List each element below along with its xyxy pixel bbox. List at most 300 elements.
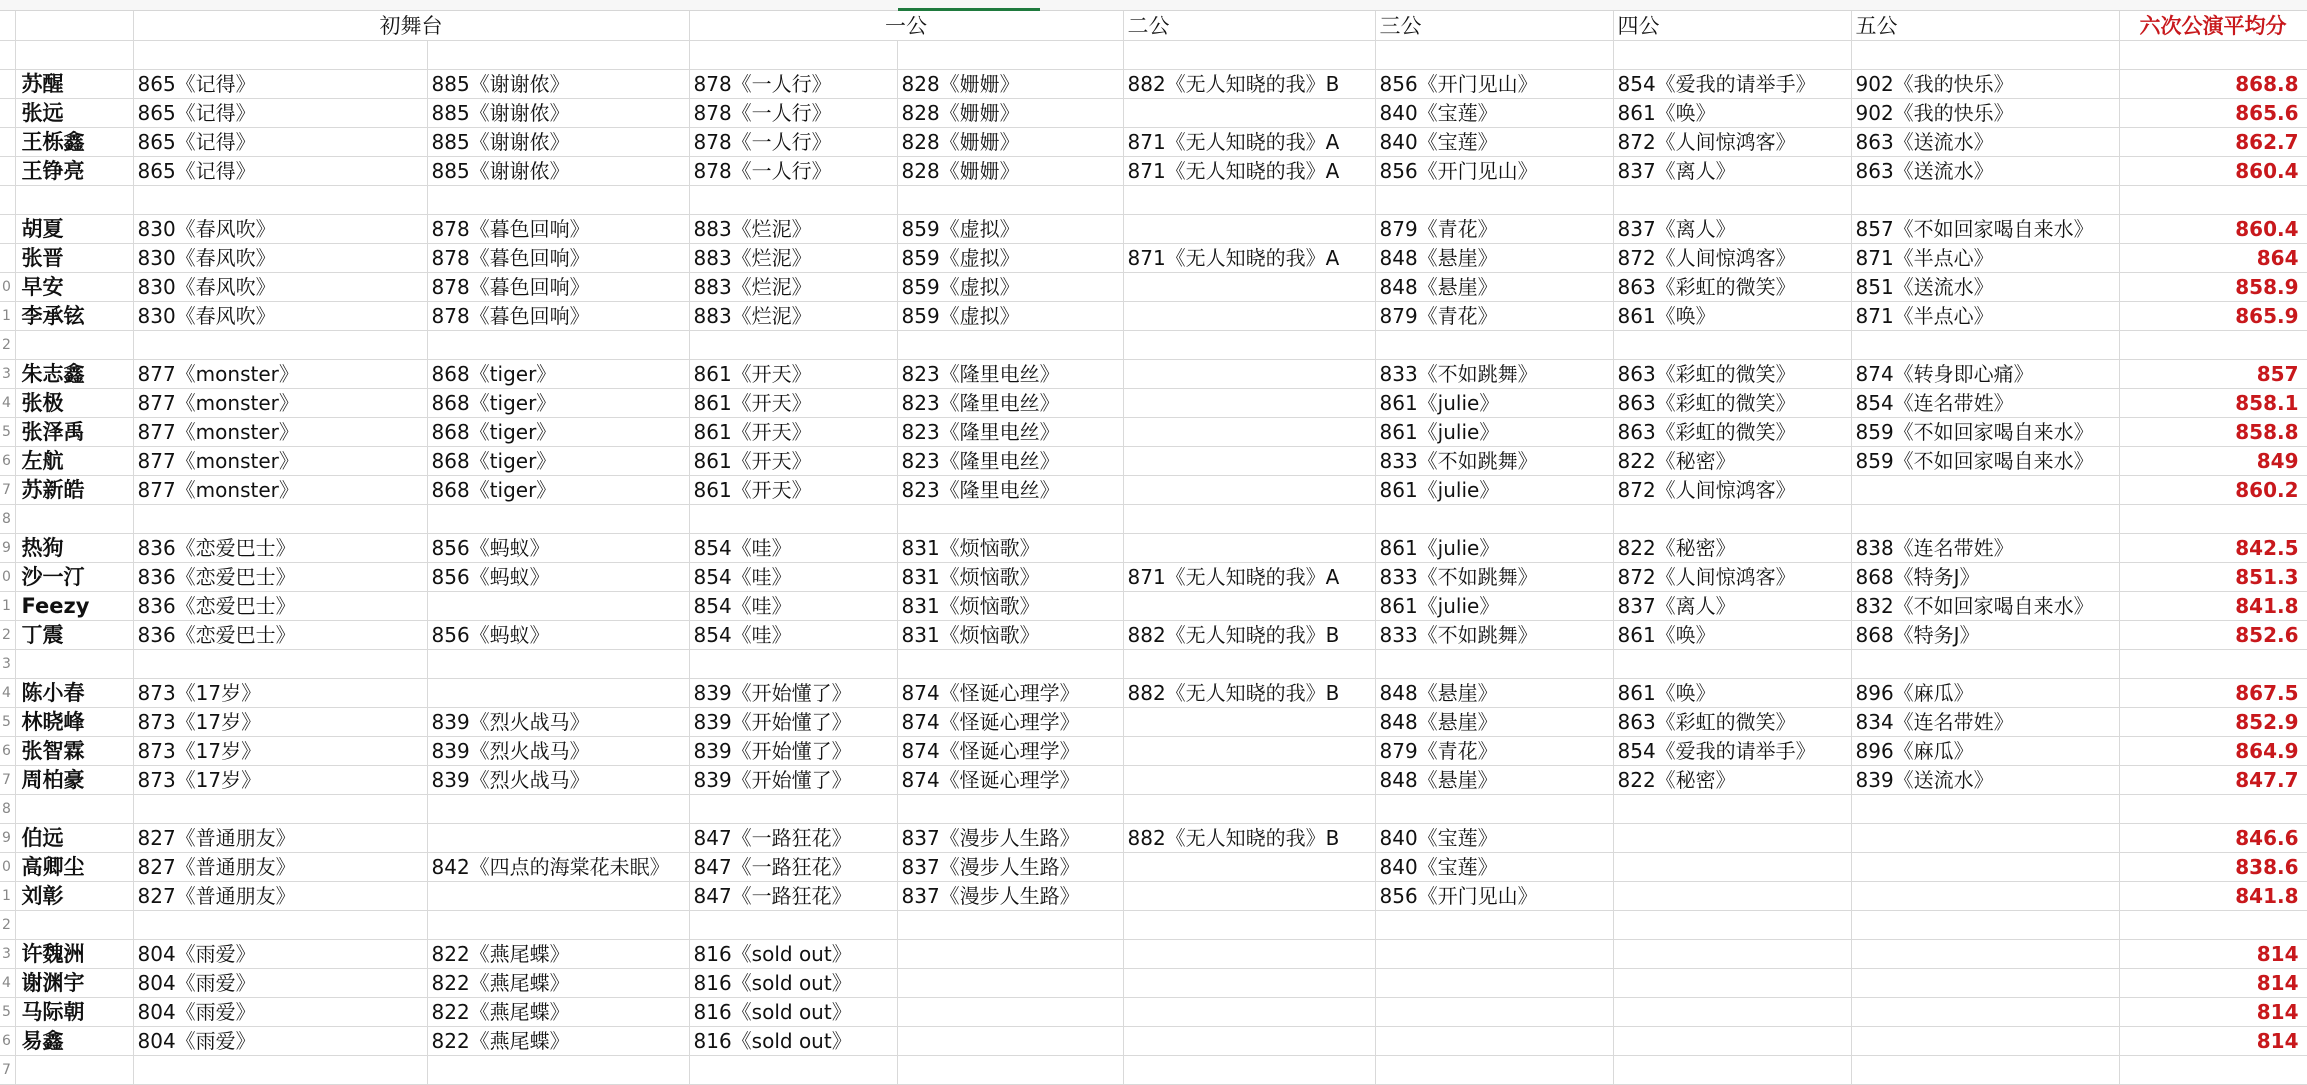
round-2-song-b-cell[interactable]	[1123, 592, 1375, 621]
average-score-cell[interactable]	[2119, 186, 2307, 215]
name-cell[interactable]: 张极	[15, 389, 133, 418]
debut-song-cell[interactable]: 873《17岁》	[133, 679, 427, 708]
round-3-song-cell[interactable]	[1375, 505, 1613, 534]
round-2-song-cell[interactable]: 828《姗姗》	[897, 70, 1123, 99]
average-score-cell[interactable]	[2119, 1056, 2307, 1085]
round-1-song-cell[interactable]: 839《开始懂了》	[689, 679, 897, 708]
round-3-song-cell[interactable]: 861《julie》	[1375, 418, 1613, 447]
round-1-song-cell[interactable]	[689, 1056, 897, 1085]
round-1-song-cell[interactable]: 883《烂泥》	[689, 215, 897, 244]
average-score-cell[interactable]: 857	[2119, 360, 2307, 389]
round-1-song-cell[interactable]	[689, 331, 897, 360]
header-debut-stage[interactable]: 初舞台	[133, 11, 689, 41]
debut-song-cell[interactable]: 830《春风吹》	[133, 302, 427, 331]
header-name-cell[interactable]	[15, 11, 133, 41]
round-5-song-cell[interactable]: 854《连名带姓》	[1851, 389, 2119, 418]
round-2-song-cell[interactable]	[897, 969, 1123, 998]
round-4-song-cell[interactable]: 863《彩虹的微笑》	[1613, 273, 1851, 302]
round-2-song-cell[interactable]: 831《烦恼歌》	[897, 621, 1123, 650]
row-number[interactable]: 1	[0, 302, 15, 331]
average-score-cell[interactable]: 841.8	[2119, 882, 2307, 911]
header-round-5[interactable]: 五公	[1851, 11, 2119, 41]
name-cell[interactable]	[15, 795, 133, 824]
round-2-song-b-cell[interactable]	[1123, 737, 1375, 766]
round-1-song-cell[interactable]: 861《开天》	[689, 476, 897, 505]
round-2-song-b-cell[interactable]	[1123, 331, 1375, 360]
round-5-song-cell[interactable]	[1851, 186, 2119, 215]
debut-song-2-cell[interactable]	[427, 882, 689, 911]
round-1-song-cell[interactable]	[689, 505, 897, 534]
round-3-song-cell[interactable]	[1375, 41, 1613, 70]
round-5-song-cell[interactable]: 832《不如回家喝自来水》	[1851, 592, 2119, 621]
header-round-2[interactable]: 二公	[1123, 11, 1375, 41]
round-5-song-cell[interactable]	[1851, 1056, 2119, 1085]
round-2-song-b-cell[interactable]	[1123, 882, 1375, 911]
name-cell[interactable]: 张远	[15, 99, 133, 128]
round-3-song-cell[interactable]	[1375, 911, 1613, 940]
debut-song-cell[interactable]: 836《恋爱巴士》	[133, 592, 427, 621]
round-4-song-cell[interactable]: 837《离人》	[1613, 215, 1851, 244]
average-score-cell[interactable]	[2119, 650, 2307, 679]
round-3-song-cell[interactable]: 856《开门见山》	[1375, 70, 1613, 99]
round-3-song-cell[interactable]: 833《不如跳舞》	[1375, 563, 1613, 592]
average-score-cell[interactable]: 860.4	[2119, 157, 2307, 186]
row-number[interactable]: 2	[0, 911, 15, 940]
debut-song-cell[interactable]: 827《普通朋友》	[133, 882, 427, 911]
round-3-song-cell[interactable]	[1375, 998, 1613, 1027]
round-2-song-b-cell[interactable]	[1123, 1056, 1375, 1085]
round-5-song-cell[interactable]	[1851, 331, 2119, 360]
row-number[interactable]	[0, 11, 15, 41]
round-2-song-b-cell[interactable]: 882《无人知晓的我》B	[1123, 679, 1375, 708]
round-5-song-cell[interactable]: 902《我的快乐》	[1851, 99, 2119, 128]
row-number[interactable]: 4	[0, 969, 15, 998]
round-4-song-cell[interactable]	[1613, 41, 1851, 70]
debut-song-2-cell[interactable]: 856《蚂蚁》	[427, 563, 689, 592]
debut-song-cell[interactable]	[133, 505, 427, 534]
round-2-song-cell[interactable]: 831《烦恼歌》	[897, 592, 1123, 621]
name-cell[interactable]: 刘彰	[15, 882, 133, 911]
round-3-song-cell[interactable]: 848《悬崖》	[1375, 679, 1613, 708]
average-score-cell[interactable]: 864.9	[2119, 737, 2307, 766]
debut-song-cell[interactable]: 804《雨爱》	[133, 1027, 427, 1056]
round-4-song-cell[interactable]: 822《秘密》	[1613, 766, 1851, 795]
round-3-song-cell[interactable]	[1375, 969, 1613, 998]
round-4-song-cell[interactable]: 863《彩虹的微笑》	[1613, 360, 1851, 389]
row-number[interactable]: 0	[0, 273, 15, 302]
round-2-song-b-cell[interactable]	[1123, 389, 1375, 418]
round-3-song-cell[interactable]	[1375, 186, 1613, 215]
round-1-song-cell[interactable]	[689, 795, 897, 824]
debut-song-2-cell[interactable]	[427, 824, 689, 853]
round-2-song-b-cell[interactable]: 882《无人知晓的我》B	[1123, 70, 1375, 99]
debut-song-2-cell[interactable]	[427, 505, 689, 534]
round-4-song-cell[interactable]	[1613, 853, 1851, 882]
debut-song-2-cell[interactable]: 822《燕尾蝶》	[427, 969, 689, 998]
average-score-cell[interactable]	[2119, 795, 2307, 824]
round-4-song-cell[interactable]	[1613, 882, 1851, 911]
row-number[interactable]: 4	[0, 679, 15, 708]
round-1-song-cell[interactable]: 878《一人行》	[689, 128, 897, 157]
round-2-song-b-cell[interactable]	[1123, 911, 1375, 940]
round-2-song-cell[interactable]: 837《漫步人生路》	[897, 882, 1123, 911]
round-2-song-cell[interactable]: 831《烦恼歌》	[897, 534, 1123, 563]
average-score-cell[interactable]: 867.5	[2119, 679, 2307, 708]
round-5-song-cell[interactable]	[1851, 650, 2119, 679]
header-round-1[interactable]: 一公	[689, 11, 1123, 41]
row-number[interactable]: 5	[0, 708, 15, 737]
round-1-song-cell[interactable]	[689, 41, 897, 70]
debut-song-2-cell[interactable]: 839《烈火战马》	[427, 737, 689, 766]
row-number[interactable]	[0, 70, 15, 99]
round-3-song-cell[interactable]: 840《宝莲》	[1375, 128, 1613, 157]
round-3-song-cell[interactable]: 833《不如跳舞》	[1375, 447, 1613, 476]
round-2-song-b-cell[interactable]	[1123, 795, 1375, 824]
debut-song-2-cell[interactable]: 878《暮色回响》	[427, 244, 689, 273]
name-cell[interactable]	[15, 1056, 133, 1085]
round-4-song-cell[interactable]	[1613, 505, 1851, 534]
debut-song-cell[interactable]: 804《雨爱》	[133, 940, 427, 969]
round-3-song-cell[interactable]: 861《julie》	[1375, 534, 1613, 563]
round-2-song-cell[interactable]	[897, 186, 1123, 215]
debut-song-cell[interactable]: 873《17岁》	[133, 708, 427, 737]
round-4-song-cell[interactable]	[1613, 940, 1851, 969]
name-cell[interactable]: 热狗	[15, 534, 133, 563]
name-cell[interactable]: 伯远	[15, 824, 133, 853]
debut-song-cell[interactable]: 827《普通朋友》	[133, 853, 427, 882]
round-4-song-cell[interactable]	[1613, 911, 1851, 940]
average-score-cell[interactable]	[2119, 331, 2307, 360]
header-average-score[interactable]: 六次公演平均分	[2119, 11, 2307, 41]
debut-song-cell[interactable]: 804《雨爱》	[133, 969, 427, 998]
round-1-song-cell[interactable]: 839《开始懂了》	[689, 737, 897, 766]
debut-song-cell[interactable]: 836《恋爱巴士》	[133, 563, 427, 592]
round-4-song-cell[interactable]	[1613, 969, 1851, 998]
round-4-song-cell[interactable]	[1613, 1056, 1851, 1085]
round-2-song-cell[interactable]: 874《怪诞心理学》	[897, 679, 1123, 708]
average-score-cell[interactable]: 842.5	[2119, 534, 2307, 563]
round-1-song-cell[interactable]: 861《开天》	[689, 418, 897, 447]
round-4-song-cell[interactable]: 863《彩虹的微笑》	[1613, 708, 1851, 737]
round-3-song-cell[interactable]	[1375, 795, 1613, 824]
round-3-song-cell[interactable]: 848《悬崖》	[1375, 244, 1613, 273]
name-cell[interactable]: 周柏豪	[15, 766, 133, 795]
name-cell[interactable]: 丁震	[15, 621, 133, 650]
debut-song-cell[interactable]	[133, 331, 427, 360]
round-1-song-cell[interactable]: 883《烂泥》	[689, 273, 897, 302]
round-3-song-cell[interactable]: 848《悬崖》	[1375, 273, 1613, 302]
debut-song-2-cell[interactable]: 878《暮色回响》	[427, 215, 689, 244]
row-number[interactable]	[0, 157, 15, 186]
name-cell[interactable]	[15, 186, 133, 215]
row-number[interactable]: 8	[0, 505, 15, 534]
debut-song-2-cell[interactable]: 868《tiger》	[427, 447, 689, 476]
round-3-song-cell[interactable]	[1375, 1056, 1613, 1085]
round-5-song-cell[interactable]: 871《半点心》	[1851, 244, 2119, 273]
round-3-song-cell[interactable]	[1375, 331, 1613, 360]
name-cell[interactable]: 苏醒	[15, 70, 133, 99]
round-1-song-cell[interactable]	[689, 186, 897, 215]
name-cell[interactable]: 陈小春	[15, 679, 133, 708]
round-4-song-cell[interactable]: 822《秘密》	[1613, 447, 1851, 476]
row-number[interactable]: 6	[0, 1027, 15, 1056]
row-number[interactable]: 7	[0, 476, 15, 505]
average-score-cell[interactable]	[2119, 505, 2307, 534]
debut-song-2-cell[interactable]	[427, 186, 689, 215]
debut-song-cell[interactable]	[133, 1056, 427, 1085]
debut-song-2-cell[interactable]: 856《蚂蚁》	[427, 534, 689, 563]
debut-song-2-cell[interactable]	[427, 41, 689, 70]
debut-song-cell[interactable]: 804《雨爱》	[133, 998, 427, 1027]
row-number[interactable]: 2	[0, 621, 15, 650]
debut-song-2-cell[interactable]: 868《tiger》	[427, 418, 689, 447]
name-cell[interactable]: 高卿尘	[15, 853, 133, 882]
debut-song-2-cell[interactable]: 868《tiger》	[427, 389, 689, 418]
round-2-song-b-cell[interactable]	[1123, 447, 1375, 476]
round-3-song-cell[interactable]: 856《开门见山》	[1375, 882, 1613, 911]
round-3-song-cell[interactable]: 856《开门见山》	[1375, 157, 1613, 186]
round-3-song-cell[interactable]: 861《julie》	[1375, 476, 1613, 505]
round-5-song-cell[interactable]: 859《不如回家喝自来水》	[1851, 447, 2119, 476]
round-1-song-cell[interactable]: 883《烂泥》	[689, 244, 897, 273]
round-2-song-cell[interactable]	[897, 940, 1123, 969]
round-4-song-cell[interactable]: 861《唤》	[1613, 621, 1851, 650]
debut-song-cell[interactable]: 830《春风吹》	[133, 244, 427, 273]
row-number[interactable]: 9	[0, 534, 15, 563]
debut-song-cell[interactable]: 873《17岁》	[133, 766, 427, 795]
name-cell[interactable]: 张智霖	[15, 737, 133, 766]
row-number[interactable]: 3	[0, 360, 15, 389]
debut-song-cell[interactable]	[133, 911, 427, 940]
average-score-cell[interactable]: 858.9	[2119, 273, 2307, 302]
average-score-cell[interactable]: 865.9	[2119, 302, 2307, 331]
average-score-cell[interactable]: 852.9	[2119, 708, 2307, 737]
row-number[interactable]: 7	[0, 766, 15, 795]
name-cell[interactable]: 林晓峰	[15, 708, 133, 737]
round-2-song-cell[interactable]	[897, 41, 1123, 70]
round-1-song-cell[interactable]: 854《哇》	[689, 592, 897, 621]
round-2-song-b-cell[interactable]	[1123, 708, 1375, 737]
round-4-song-cell[interactable]: 872《人间惊鸿客》	[1613, 128, 1851, 157]
round-2-song-cell[interactable]: 874《怪诞心理学》	[897, 766, 1123, 795]
round-4-song-cell[interactable]: 837《离人》	[1613, 592, 1851, 621]
debut-song-cell[interactable]	[133, 186, 427, 215]
round-4-song-cell[interactable]	[1613, 331, 1851, 360]
round-2-song-cell[interactable]: 837《漫步人生路》	[897, 853, 1123, 882]
name-cell[interactable]: 王栎鑫	[15, 128, 133, 157]
round-5-song-cell[interactable]	[1851, 824, 2119, 853]
round-4-song-cell[interactable]: 863《彩虹的微笑》	[1613, 418, 1851, 447]
row-number[interactable]	[0, 215, 15, 244]
average-score-cell[interactable]: 846.6	[2119, 824, 2307, 853]
round-3-song-cell[interactable]: 848《悬崖》	[1375, 766, 1613, 795]
debut-song-2-cell[interactable]	[427, 650, 689, 679]
round-3-song-cell[interactable]: 879《青花》	[1375, 302, 1613, 331]
round-1-song-cell[interactable]: 816《sold out》	[689, 1027, 897, 1056]
round-3-song-cell[interactable]: 879《青花》	[1375, 215, 1613, 244]
round-1-song-cell[interactable]: 816《sold out》	[689, 998, 897, 1027]
round-2-song-b-cell[interactable]	[1123, 186, 1375, 215]
round-5-song-cell[interactable]: 838《连名带姓》	[1851, 534, 2119, 563]
round-3-song-cell[interactable]: 833《不如跳舞》	[1375, 621, 1613, 650]
round-5-song-cell[interactable]: 896《麻瓜》	[1851, 679, 2119, 708]
round-1-song-cell[interactable]: 878《一人行》	[689, 99, 897, 128]
round-5-song-cell[interactable]	[1851, 998, 2119, 1027]
debut-song-2-cell[interactable]: 868《tiger》	[427, 476, 689, 505]
round-2-song-b-cell[interactable]	[1123, 99, 1375, 128]
name-cell[interactable]: 张泽禹	[15, 418, 133, 447]
round-1-song-cell[interactable]: 839《开始懂了》	[689, 708, 897, 737]
round-3-song-cell[interactable]: 848《悬崖》	[1375, 708, 1613, 737]
round-4-song-cell[interactable]	[1613, 186, 1851, 215]
average-score-cell[interactable]: 858.8	[2119, 418, 2307, 447]
round-4-song-cell[interactable]	[1613, 998, 1851, 1027]
debut-song-2-cell[interactable]: 885《谢谢侬》	[427, 99, 689, 128]
debut-song-cell[interactable]: 873《17岁》	[133, 737, 427, 766]
name-cell[interactable]	[15, 41, 133, 70]
debut-song-2-cell[interactable]: 885《谢谢侬》	[427, 128, 689, 157]
row-number[interactable]: 1	[0, 592, 15, 621]
round-1-song-cell[interactable]: 878《一人行》	[689, 157, 897, 186]
name-cell[interactable]	[15, 331, 133, 360]
debut-song-cell[interactable]: 865《记得》	[133, 99, 427, 128]
round-5-song-cell[interactable]: 874《转身即心痛》	[1851, 360, 2119, 389]
row-number[interactable]	[0, 244, 15, 273]
round-2-song-cell[interactable]: 828《姗姗》	[897, 128, 1123, 157]
debut-song-2-cell[interactable]	[427, 679, 689, 708]
row-number[interactable]: 3	[0, 650, 15, 679]
round-5-song-cell[interactable]: 857《不如回家喝自来水》	[1851, 215, 2119, 244]
round-5-song-cell[interactable]	[1851, 911, 2119, 940]
round-5-song-cell[interactable]: 859《不如回家喝自来水》	[1851, 418, 2119, 447]
debut-song-cell[interactable]	[133, 650, 427, 679]
row-number[interactable]: 5	[0, 998, 15, 1027]
debut-song-2-cell[interactable]	[427, 911, 689, 940]
average-score-cell[interactable]: 814	[2119, 998, 2307, 1027]
round-1-song-cell[interactable]: 847《一路狂花》	[689, 824, 897, 853]
name-cell[interactable]: 马际朝	[15, 998, 133, 1027]
debut-song-2-cell[interactable]	[427, 331, 689, 360]
debut-song-2-cell[interactable]: 839《烈火战马》	[427, 708, 689, 737]
round-2-song-cell[interactable]: 823《隆里电丝》	[897, 360, 1123, 389]
debut-song-cell[interactable]: 877《monster》	[133, 389, 427, 418]
round-2-song-b-cell[interactable]	[1123, 302, 1375, 331]
row-number[interactable]: 0	[0, 853, 15, 882]
round-2-song-cell[interactable]	[897, 331, 1123, 360]
round-5-song-cell[interactable]: 863《送流水》	[1851, 157, 2119, 186]
average-score-cell[interactable]: 841.8	[2119, 592, 2307, 621]
debut-song-cell[interactable]: 830《春风吹》	[133, 273, 427, 302]
round-4-song-cell[interactable]: 854《爱我的请举手》	[1613, 737, 1851, 766]
round-4-song-cell[interactable]	[1613, 650, 1851, 679]
round-2-song-b-cell[interactable]: 871《无人知晓的我》A	[1123, 157, 1375, 186]
round-2-song-cell[interactable]: 859《虚拟》	[897, 215, 1123, 244]
round-2-song-b-cell[interactable]	[1123, 418, 1375, 447]
round-1-song-cell[interactable]: 854《哇》	[689, 563, 897, 592]
round-5-song-cell[interactable]	[1851, 853, 2119, 882]
row-number[interactable]: 3	[0, 940, 15, 969]
round-2-song-b-cell[interactable]	[1123, 273, 1375, 302]
round-5-song-cell[interactable]	[1851, 940, 2119, 969]
debut-song-cell[interactable]: 827《普通朋友》	[133, 824, 427, 853]
debut-song-cell[interactable]: 836《恋爱巴士》	[133, 621, 427, 650]
average-score-cell[interactable]: 865.6	[2119, 99, 2307, 128]
round-1-song-cell[interactable]: 816《sold out》	[689, 940, 897, 969]
round-2-song-b-cell[interactable]	[1123, 505, 1375, 534]
debut-song-2-cell[interactable]: 842《四点的海棠花未眠》	[427, 853, 689, 882]
debut-song-2-cell[interactable]: 868《tiger》	[427, 360, 689, 389]
round-2-song-cell[interactable]: 823《隆里电丝》	[897, 389, 1123, 418]
debut-song-cell[interactable]	[133, 795, 427, 824]
round-1-song-cell[interactable]: 861《开天》	[689, 360, 897, 389]
average-score-cell[interactable]: 868.8	[2119, 70, 2307, 99]
round-2-song-b-cell[interactable]	[1123, 853, 1375, 882]
round-5-song-cell[interactable]	[1851, 1027, 2119, 1056]
round-3-song-cell[interactable]	[1375, 650, 1613, 679]
row-number[interactable]: 9	[0, 824, 15, 853]
round-3-song-cell[interactable]	[1375, 1027, 1613, 1056]
debut-song-2-cell[interactable]: 878《暮色回响》	[427, 273, 689, 302]
round-2-song-cell[interactable]: 874《怪诞心理学》	[897, 708, 1123, 737]
round-1-song-cell[interactable]	[689, 911, 897, 940]
round-1-song-cell[interactable]: 839《开始懂了》	[689, 766, 897, 795]
round-4-song-cell[interactable]: 872《人间惊鸿客》	[1613, 476, 1851, 505]
round-3-song-cell[interactable]: 879《青花》	[1375, 737, 1613, 766]
round-2-song-cell[interactable]: 859《虚拟》	[897, 273, 1123, 302]
row-number[interactable]: 6	[0, 447, 15, 476]
round-5-song-cell[interactable]: 839《送流水》	[1851, 766, 2119, 795]
row-number[interactable]	[0, 128, 15, 157]
average-score-cell[interactable]: 814	[2119, 1027, 2307, 1056]
round-1-song-cell[interactable]: 854《哇》	[689, 534, 897, 563]
round-1-song-cell[interactable]: 847《一路狂花》	[689, 882, 897, 911]
debut-song-2-cell[interactable]: 885《谢谢侬》	[427, 157, 689, 186]
debut-song-cell[interactable]	[133, 41, 427, 70]
average-score-cell[interactable]: 860.4	[2119, 215, 2307, 244]
round-2-song-cell[interactable]: 828《姗姗》	[897, 99, 1123, 128]
name-cell[interactable]: 苏新皓	[15, 476, 133, 505]
round-4-song-cell[interactable]	[1613, 795, 1851, 824]
round-1-song-cell[interactable]: 878《一人行》	[689, 70, 897, 99]
debut-song-cell[interactable]: 836《恋爱巴士》	[133, 534, 427, 563]
debut-song-cell[interactable]: 877《monster》	[133, 360, 427, 389]
average-score-cell[interactable]: 858.1	[2119, 389, 2307, 418]
debut-song-2-cell[interactable]: 878《暮色回响》	[427, 302, 689, 331]
average-score-cell[interactable]: 860.2	[2119, 476, 2307, 505]
row-number[interactable]: 6	[0, 737, 15, 766]
debut-song-2-cell[interactable]: 822《燕尾蝶》	[427, 940, 689, 969]
round-2-song-b-cell[interactable]: 882《无人知晓的我》B	[1123, 824, 1375, 853]
round-2-song-cell[interactable]: 823《隆里电丝》	[897, 447, 1123, 476]
row-number[interactable]: 0	[0, 563, 15, 592]
round-2-song-cell[interactable]	[897, 1027, 1123, 1056]
round-2-song-b-cell[interactable]: 871《无人知晓的我》A	[1123, 244, 1375, 273]
round-2-song-cell[interactable]: 859《虚拟》	[897, 244, 1123, 273]
name-cell[interactable]: 李承铉	[15, 302, 133, 331]
row-number[interactable]: 2	[0, 331, 15, 360]
round-2-song-b-cell[interactable]	[1123, 534, 1375, 563]
round-2-song-b-cell[interactable]	[1123, 215, 1375, 244]
name-cell[interactable]	[15, 650, 133, 679]
round-5-song-cell[interactable]	[1851, 795, 2119, 824]
header-round-4[interactable]: 四公	[1613, 11, 1851, 41]
round-2-song-b-cell[interactable]	[1123, 998, 1375, 1027]
debut-song-cell[interactable]: 865《记得》	[133, 128, 427, 157]
round-5-song-cell[interactable]: 851《送流水》	[1851, 273, 2119, 302]
round-2-song-b-cell[interactable]	[1123, 969, 1375, 998]
name-cell[interactable]: 张晋	[15, 244, 133, 273]
round-4-song-cell[interactable]: 861《唤》	[1613, 302, 1851, 331]
